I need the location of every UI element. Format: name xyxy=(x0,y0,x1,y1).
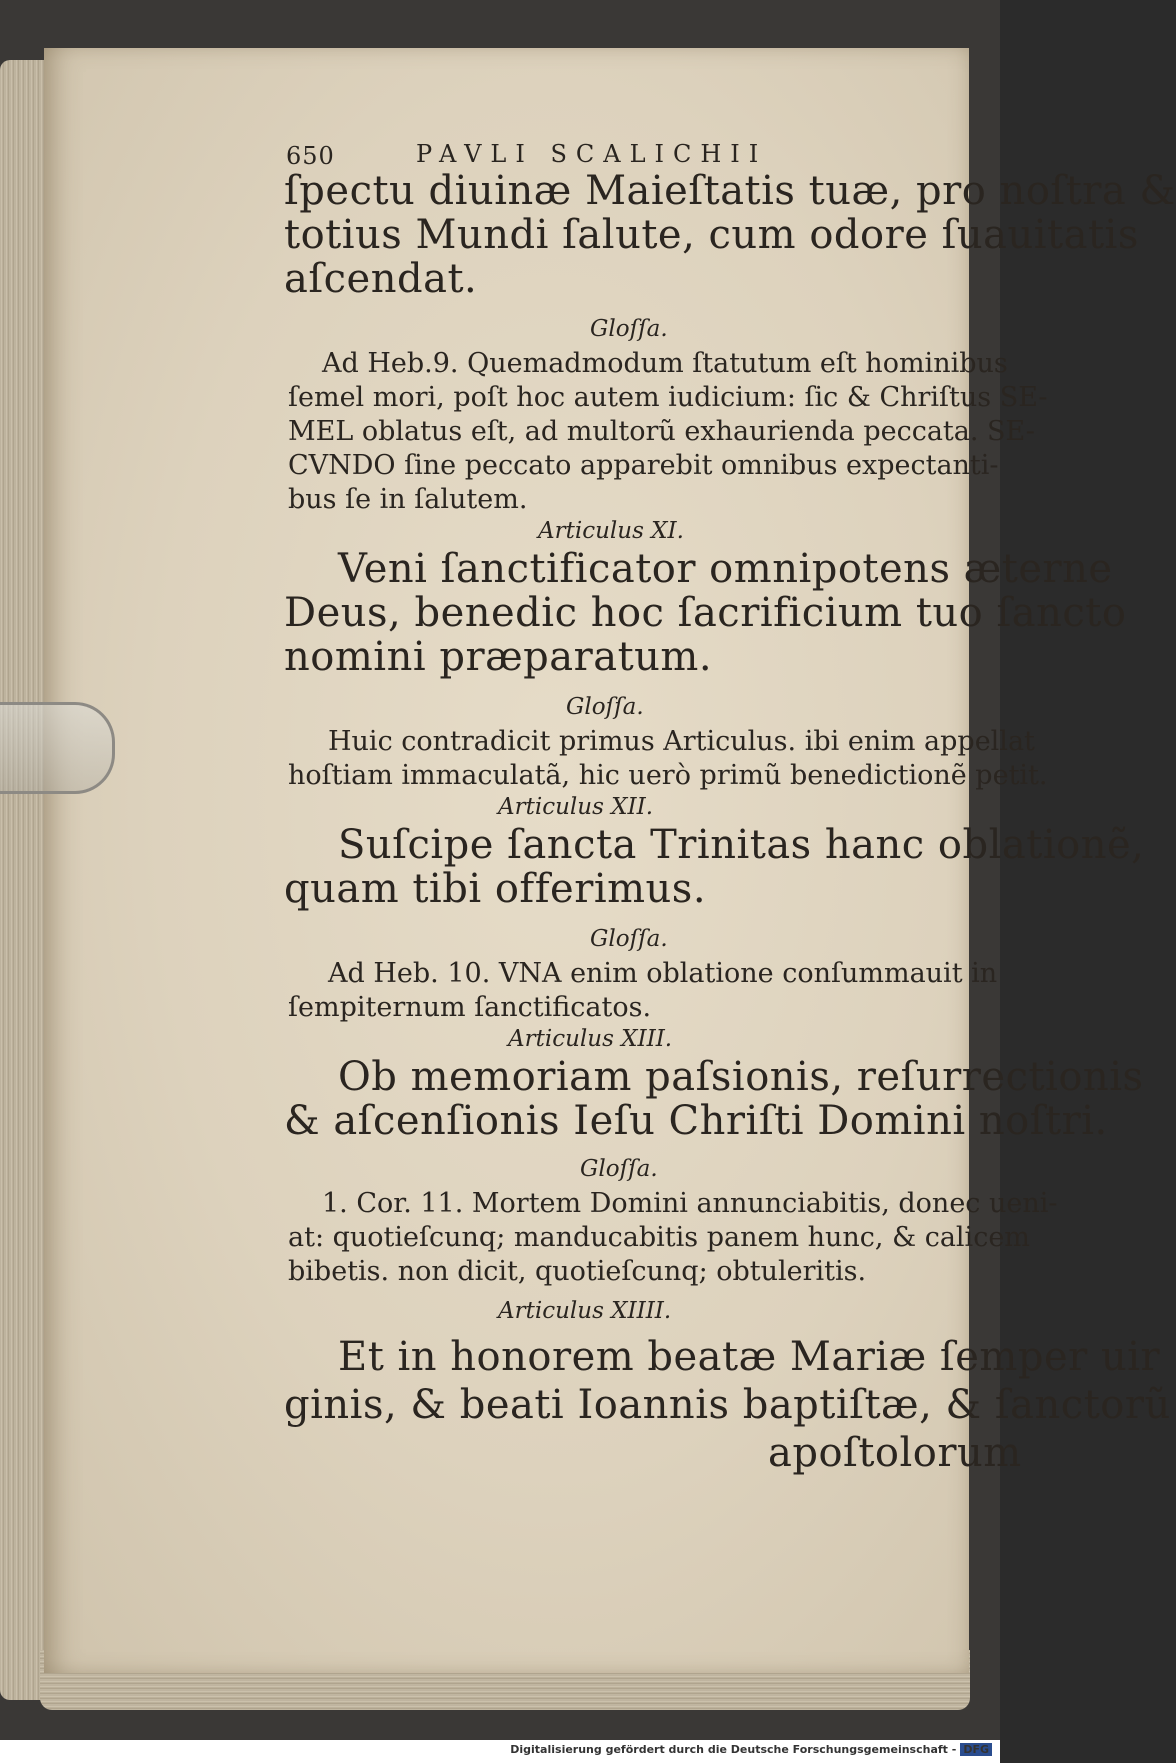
text-line: apoſtolorum xyxy=(768,1430,1022,1476)
section-heading: Articulus XII. xyxy=(498,794,654,820)
text-line: Suſcipe ſancta Trinitas hanc oblationẽ, xyxy=(338,822,1145,868)
text-line: 1. Cor. 11. Mortem Domini annunciabitis, donec ueni- xyxy=(322,1188,1058,1219)
text-line: ſemel mori, poſt hoc autem iudicium: ſic & Chriſtus SE- xyxy=(288,382,1048,413)
text-line: ſempiternum ſanctificatos. xyxy=(288,992,652,1023)
digitization-footer xyxy=(0,1740,1000,1763)
text-line: ginis, & beati Ioannis baptiſtæ, & ſanctorũ xyxy=(284,1382,1171,1428)
section-heading: Articulus XIII. xyxy=(508,1026,673,1052)
book-edge-left xyxy=(0,60,48,1700)
text-line: & aſcenſionis Ieſu Chriſti Domini noſtri. xyxy=(284,1098,1108,1144)
section-heading: Articulus XI. xyxy=(538,518,684,544)
text-line: ſpectu diuinæ Maieſtatis tuæ, pro noſtra & xyxy=(284,168,1176,214)
text-line: totius Mundi ſalute, cum odore ſuauitatis xyxy=(284,212,1139,258)
section-heading: Gloſſa. xyxy=(590,926,668,952)
text-line: Huic contradicit primus Articulus. ibi enim appellat xyxy=(328,726,1035,757)
footer-text: Digitalisierung gefördert durch die Deutsche Forschungsgemeinschaft - xyxy=(510,1743,957,1756)
section-heading: Articulus XIIII. xyxy=(498,1298,672,1324)
text-line: bibetis. non dicit, quotieſcunq; obtuleritis. xyxy=(288,1256,867,1287)
text-line: Ad Heb. 10. VNA enim oblatione conſummauit in xyxy=(328,958,998,989)
text-line: MEL oblatus eſt, ad multorũ exhaurienda peccata. SE- xyxy=(288,416,1035,447)
text-line: Veni ſanctificator omnipotens æterne xyxy=(338,546,1113,592)
text-line: at: quotieſcunq; manducabitis panem hunc, & calicem xyxy=(288,1222,1030,1253)
running-head: PAVLI SCALICHII xyxy=(416,140,768,168)
text-line: CVNDO ſine peccato apparebit omnibus expectanti- xyxy=(288,450,999,481)
page-clip xyxy=(0,702,115,794)
text-line: aſcendat. xyxy=(284,256,478,302)
page-number: 650 xyxy=(286,142,335,170)
section-heading: Gloſſa. xyxy=(566,694,644,720)
section-heading: Gloſſa. xyxy=(580,1156,658,1182)
text-line: Ob memoriam paſsionis, reſurrectionis xyxy=(338,1054,1144,1100)
section-heading: Gloſſa. xyxy=(590,316,668,342)
text-line: hoſtiam immaculatã, hic uerò primũ benedictionẽ petit. xyxy=(288,760,1048,791)
text-line: quam tibi offerimus. xyxy=(284,866,707,912)
text-line: Et in honorem beatæ Mariæ ſemper uir xyxy=(338,1334,1161,1380)
dfg-logo: DFG xyxy=(960,1743,992,1756)
text-line: Deus, benedic hoc ſacrificium tuo ſancto xyxy=(284,590,1127,636)
footer-credit xyxy=(510,1743,992,1756)
text-line: bus ſe in ſalutem. xyxy=(288,484,528,515)
text-line: nomini præparatum. xyxy=(284,634,713,680)
text-line: Ad Heb.9. Quemadmodum ſtatutum eſt hominibus xyxy=(322,348,1008,379)
